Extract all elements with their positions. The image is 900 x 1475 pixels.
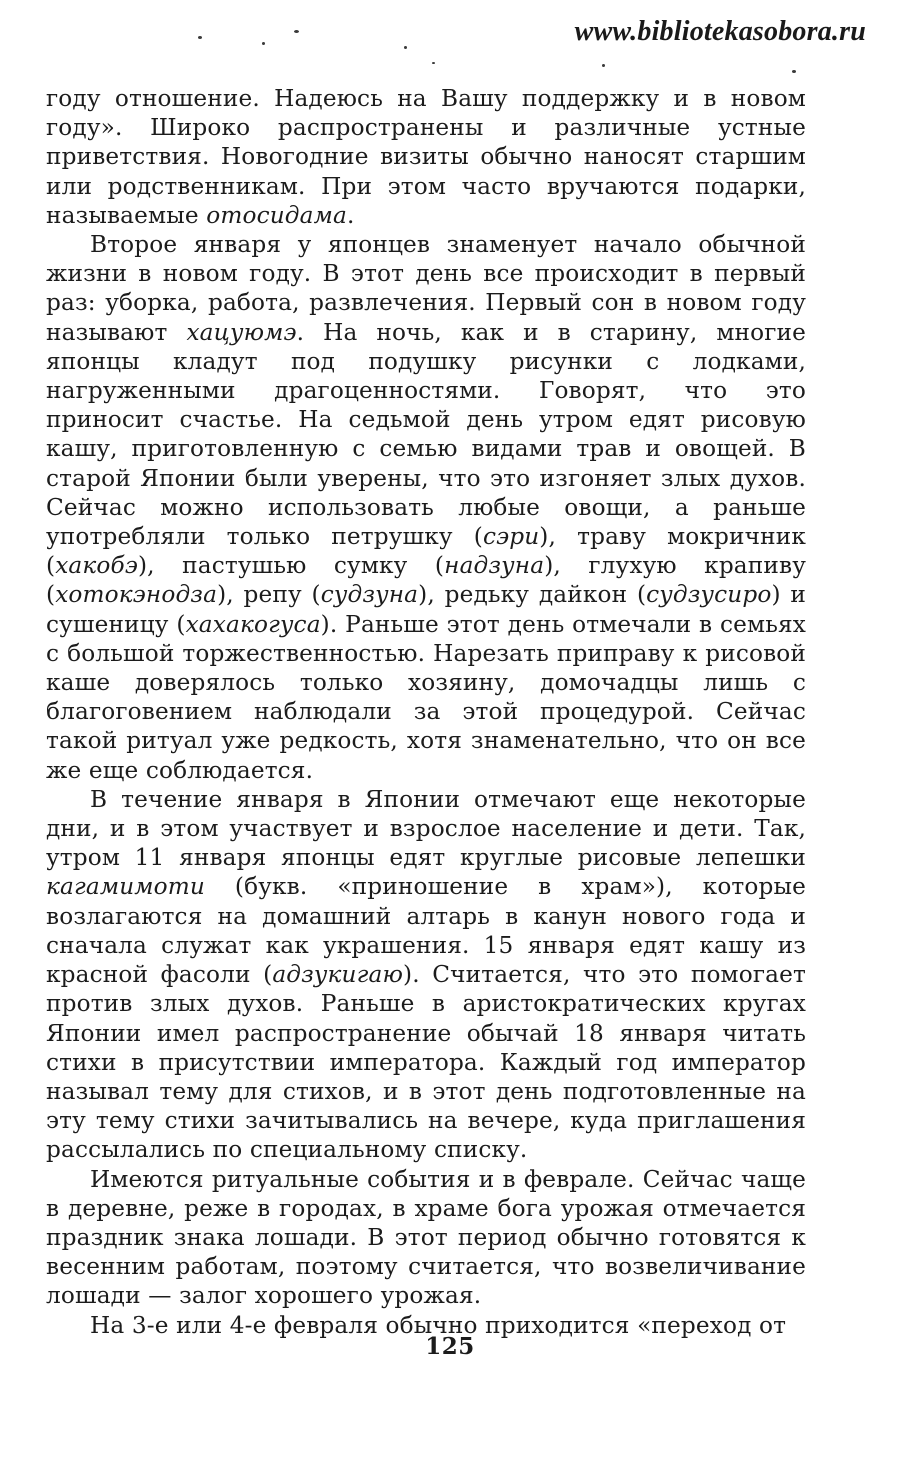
- italic-term: хакобэ: [55, 552, 138, 580]
- italic-term: сэри: [482, 523, 540, 551]
- text-run: В течение января в Японии отмечают еще некоторые дни, и в этом участвует и взрослое население и дети. Так, утром 11 января японцы едят круглые рисовые лепешки: [46, 785, 806, 872]
- italic-term: надзуна: [444, 552, 545, 580]
- text-run: . На ночь, как и в старину, многие японцы кладут под подушку рисунки с лодками, нагруженными драгоценностями. Говорят, что это приносит счастье. На седьмой день утром едят рисовую кашу, приготовленную с семью видами трав и овощей. В старой Японии были уверены, что это изгоняет злых духов. Сейчас можно использовать любые овощи, а раньше употребляли только петрушку (: [46, 318, 806, 551]
- text-run: ), репу (: [217, 581, 321, 609]
- italic-term: отосидама: [206, 201, 347, 229]
- body-text: [46, 84, 806, 1340]
- italic-term: адзукигаю: [272, 961, 404, 989]
- italic-term: хотокэнодза: [55, 581, 218, 609]
- paragraph: [46, 785, 806, 1165]
- print-speck: [262, 42, 265, 45]
- paragraph: [46, 84, 806, 230]
- text-run: ), пастушью сумку (: [137, 552, 445, 580]
- page-number: 125: [425, 1333, 475, 1360]
- print-speck: [792, 70, 796, 73]
- text-run: Второе января у японцев знаменует начало обычной жизни в новом году. В этот день все происходит в первый раз: уборка, работа, развлечения. Первый сон в новом году называют: [46, 231, 806, 346]
- print-speck: [404, 46, 407, 49]
- text-run: .: [346, 201, 355, 229]
- italic-term: судзусиро: [646, 581, 772, 609]
- italic-term: кагамимоти: [46, 873, 205, 901]
- text-run: Имеются ритуальные события и в феврале. Сейчас чаще в деревне, реже в городах, в храме бога урожая отмечается праздник знака лошади. В этот период обычно готовятся к весенним работам, поэтому считается, что возвеличивание лошади — залог хорошего урожая.: [46, 1165, 806, 1310]
- text-run: На 3-е или 4-е февраля обычно приходится «переход от: [90, 1311, 787, 1339]
- text-run: ). Раньше этот день отмечали в семьях с большой торжественностью. Нарезать приправу к рисовой каше доверялось только хозяину, домочадцы лишь с благоговением наблюдали за этой процедурой. Сейчас такой ритуал уже редкость, хотя знаменательно, что он все же еще соблюдается.: [46, 610, 806, 784]
- italic-term: судзуна: [320, 581, 419, 609]
- text-run: ). Считается, что это помогает против злых духов. Раньше в аристократических кругах Японии имел распространение обычай 18 января читать стихи в присутствии императора. Каждый год император называл тему для стихов, и в этот день подготовленные на эту тему стихи зачитывались на вечере, куда приглашения рассылались по специальному списку.: [46, 961, 806, 1164]
- paragraph: [46, 230, 806, 785]
- watermark-url: www.bibliotekasobora.ru: [574, 16, 866, 47]
- text-run: ) и сушеницу (: [46, 581, 807, 638]
- text-run: ), редьку дайкон (: [418, 581, 647, 609]
- print-speck: [602, 64, 605, 67]
- print-speck: [198, 36, 202, 39]
- text-run: ), глухую крапиву (: [46, 552, 806, 609]
- print-speck: [294, 30, 299, 33]
- text-run: ), траву мокричник (: [46, 523, 806, 580]
- text-run: году отношение. Надеюсь на Вашу поддержку и в новом году». Широко распространены и различные устные приветствия. Новогодние визиты обычно наносят старшим или родственникам. При этом часто вручаются подарки, называемые: [46, 85, 806, 229]
- text-run: (букв. «приношение в храм»), которые возлагаются на домашний алтарь в канун нового года и сначала служат как украшения. 15 января едят кашу из красной фасоли (: [46, 873, 806, 989]
- italic-term: хацуюмэ: [186, 318, 297, 346]
- italic-term: хахакогуса: [185, 610, 321, 638]
- print-speck: [432, 62, 435, 64]
- paragraph: [46, 1165, 806, 1311]
